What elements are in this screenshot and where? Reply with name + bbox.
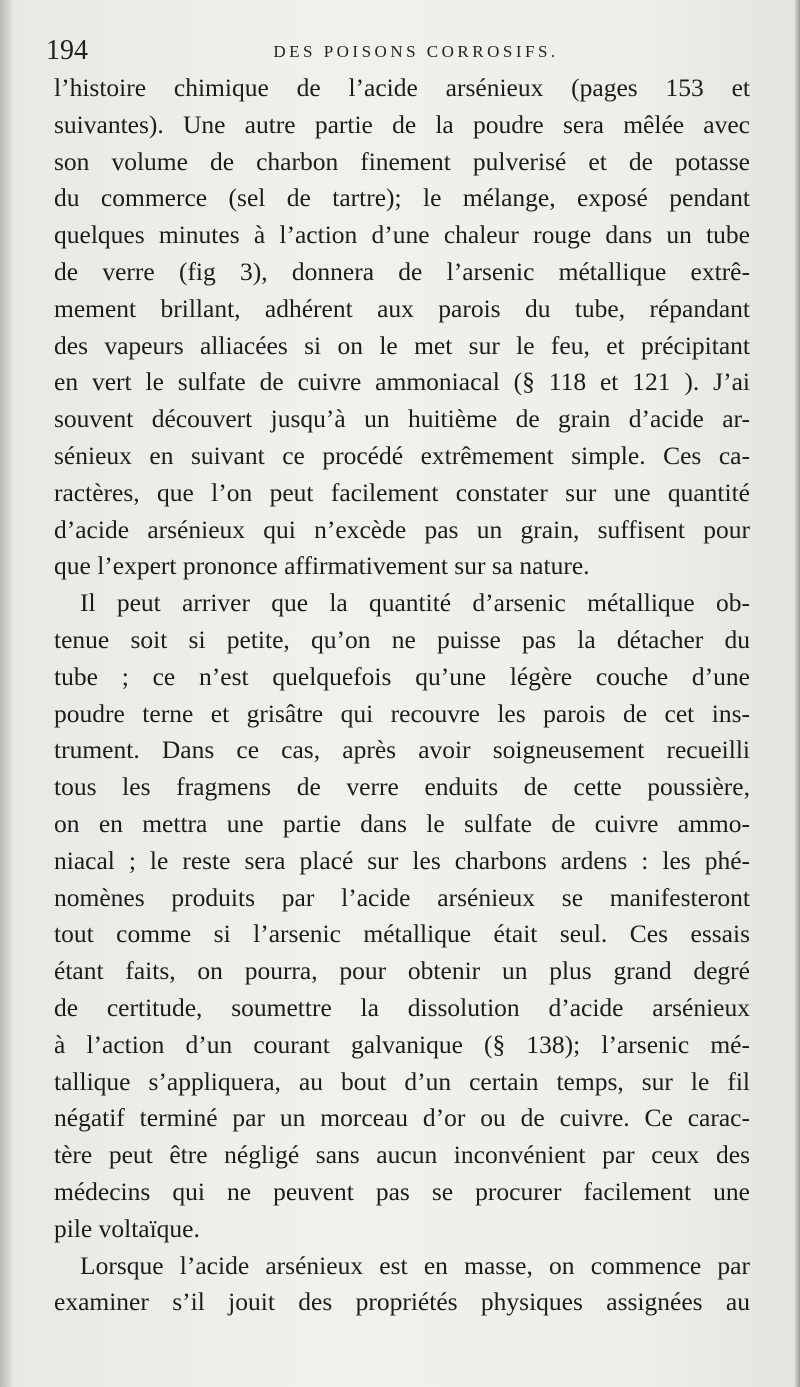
text-line: étant faits, on pourra, pour obtenir un plus grand degré — [54, 956, 750, 986]
text-line: pile voltaïque. — [54, 1213, 200, 1243]
text-line: suivantes). Une autre partie de la poudre sera mêlée avec — [54, 109, 750, 139]
text-line: Il peut arriver que la quantité d’arsenic métallique ob- — [80, 588, 750, 618]
text-line: tère peut être négligé sans aucun inconvénient par ceux des — [54, 1140, 750, 1170]
text-line: nomènes produits par l’acide arsénieux se manifesteront — [54, 882, 750, 912]
text-line: médecins qui ne peuvent pas se procurer facilement une — [54, 1176, 750, 1206]
text-line: souvent découvert jusqu’à un huitième de grain d’acide ar- — [54, 404, 750, 434]
text-line: Lorsque l’acide arsénieux est en masse, on commence par — [80, 1250, 750, 1280]
text-line: tenue soit si petite, qu’on ne puisse pas la détacher du — [54, 624, 750, 654]
text-line: son volume de charbon finement pulverisé et de potasse — [54, 146, 750, 176]
text-line: quelques minutes à l’action d’une chaleur rouge dans un tube — [54, 220, 750, 250]
text-line: mement brillant, adhérent aux parois du tube, répandant — [54, 293, 750, 323]
text-line: du commerce (sel de tartre); le mélange, exposé pendant — [54, 183, 750, 213]
text-line: tous les fragmens de verre enduits de cette poussière, — [54, 772, 750, 802]
page-edge-shadow — [794, 0, 800, 1387]
text-line: examiner s’il jouit des propriétés physiques assignées au — [54, 1287, 750, 1317]
running-head: DES POISONS CORROSIFS. — [273, 42, 559, 61]
text-line: à l’action d’un courant galvanique (§ 138); l’arsenic mé- — [54, 1029, 750, 1059]
body-text — [54, 70, 750, 1321]
text-line: tallique s’appliquera, au bout d’un certain temps, sur le fil — [54, 1066, 750, 1096]
text-line: en vert le sulfate de cuivre ammoniacal (§ 118 et 121 ). J’ai — [54, 367, 750, 397]
page-gutter-shadow — [0, 0, 14, 1387]
text-line: on en mettra une partie dans le sulfate de cuivre ammo- — [54, 808, 750, 838]
text-line: de certitude, soumettre la dissolution d’acide arsénieux — [54, 992, 750, 1022]
text-line: des vapeurs alliacées si on le met sur le feu, et précipitant — [54, 330, 750, 360]
page-number: 194 — [46, 35, 88, 66]
text-line: niacal ; le reste sera placé sur les charbons ardens : les phé- — [54, 845, 750, 875]
text-line: tube ; ce n’est quelquefois qu’une légère couche d’une — [54, 661, 750, 691]
text-line: que l’expert prononce affirmativement sur sa nature. — [54, 551, 590, 581]
text-line: ractères, que l’on peut facilement constater sur une quantité — [54, 477, 750, 507]
text-line: négatif terminé par un morceau d’or ou de cuivre. Ce carac- — [54, 1103, 750, 1133]
text-line: sénieux en suivant ce procédé extrêmement simple. Ces ca- — [54, 440, 750, 470]
text-line: poudre terne et grisâtre qui recouvre les parois de cet ins- — [54, 698, 750, 728]
text-line: trument. Dans ce cas, après avoir soigneusement recueilli — [54, 735, 750, 765]
page-header — [46, 34, 756, 68]
text-line: de verre (fig 3), donnera de l’arsenic métallique extrê- — [54, 256, 750, 286]
text-line: d’acide arsénieux qui n’excède pas un grain, suffisent pour — [54, 514, 750, 544]
text-line: l’histoire chimique de l’acide arsénieux (pages 153 et — [54, 73, 750, 102]
text-line: tout comme si l’arsenic métallique était seul. Ces essais — [54, 919, 750, 949]
